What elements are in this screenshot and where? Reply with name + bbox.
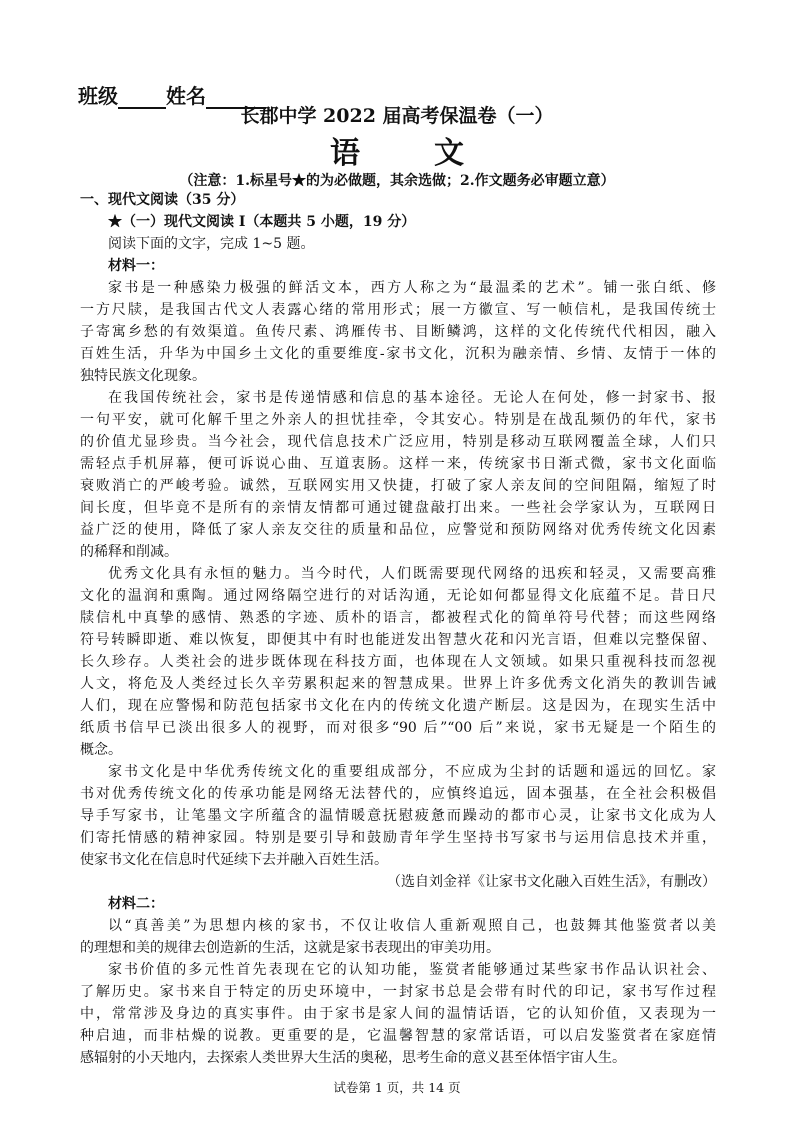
paragraph-line: 百姓生活，升华为中国乡土文化的重要维度-家书文化，沉积为融亲情、乡情、友情于一体的 (80, 346, 716, 362)
material-1-label: 材料一： (108, 258, 164, 274)
paragraph-line: 家书价值的多元性首先表现在它的认知功能，鉴赏者能够通过某些家书作品认识社会、 (108, 962, 716, 978)
paragraph-line: 子寄寓乡愁的有效渠道。鱼传尺素、鸿雁传书、目断鳞鸿，这样的文化传统代代相因，融入 (80, 324, 716, 340)
paragraph-line: 的稀释和削减。 (80, 544, 178, 560)
paragraph-line: 在我国传统社会，家书是传递情感和信息的基本途径。无论人在何处，修一封家书、报 (108, 390, 716, 406)
paragraph-line: 家书文化是中华优秀传统文化的重要组成部分，不应成为尘封的话题和遥远的回忆。家 (108, 764, 716, 780)
subject-title: 语 文 (330, 136, 486, 171)
paragraph-line: 概念。 (80, 742, 122, 758)
exam-notice: （注意：1.标星号★的为必做题，其余选做；2.作文题务必审题立意） (179, 173, 615, 189)
paragraph-line: 家书是一种感染力极强的鲜活文本，西方人称之为“最温柔的艺术”。铺一张白纸、修 (108, 280, 716, 296)
paragraph-line: 了解历史。家书来自于特定的历史环境中，一封家书总是会带有时代的印记，家书写作过程 (80, 984, 716, 1000)
paragraph-line: 间长度，但毕竟不是所有的亲情友情都可通过键盘敲打出来。一些社会学家认为，互联网日 (80, 500, 716, 516)
exam-title: 长郡中学 2022 届高考保温卷（一） (240, 105, 554, 127)
paragraph-line: 符号转瞬即逝、难以恢复，即便其中有时也能迸发出智慧火花和闪光言语，但难以完整保留、 (80, 632, 716, 648)
paragraph-line: 需轻点手机屏幕，便可诉说心曲、互道衷肠。这样一来，传统家书日渐式微，家书文化面临 (80, 456, 716, 472)
paragraph-line: 使家书文化在信息时代延续下去并融入百姓生活。 (80, 852, 388, 868)
paragraph-line: 种启迪，而非枯燥的说教。更重要的是，它温馨智慧的家常话语，可以启发鉴赏者在家庭情 (80, 1028, 716, 1044)
material-2-label: 材料二： (108, 896, 164, 912)
name-label: 姓名 (166, 84, 206, 108)
paragraph-line: 纸质书信早已淡出很多人的视野，而对很多“90 后”“00 后”来说，家书无疑是一个陌生的 (80, 720, 716, 736)
paragraph-line: 的价值尤显珍贵。当今社会，现代信息技术广泛应用，特别是移动互联网覆盖全球，人们只 (80, 434, 716, 450)
paragraph-line: 文化的温润和熏陶。通过网络隔空进行的对话沟通，无论如何都显得文化底蕴不足。昔日尺 (80, 588, 716, 604)
paragraph-line: 益广泛的使用，降低了家人亲友交往的质量和品位，应警觉和预防网络对优秀传统文化因素 (80, 522, 716, 538)
paragraph-line: 优秀文化具有永恒的魅力。当今时代，人们既需要现代网络的迅疾和轻灵，又需要高雅 (108, 566, 716, 582)
paragraph-line: 长久珍存。人类社会的进步既体现在科技方面，也体现在人文领域。如果只重视科技而忽视 (80, 654, 716, 670)
paragraph-line: 导手写家书，让笔墨文字所蕴含的温情暖意抚慰疲惫而躁动的都市心灵，让家书文化成为人 (80, 808, 716, 824)
paragraph-line: 衰败消亡的严峻考验。诚然，互联网实用又快捷，打破了家人亲友间的空间阻隔，缩短了时 (80, 478, 716, 494)
source-citation: （选自刘金祥《让家书文化融入百姓生活》，有删改） (387, 874, 716, 890)
paragraph-line: 牍信札中真挚的感情、熟悉的字迹、质朴的语言，都被程式化的简单符号代替；而这些网络 (80, 610, 716, 626)
paragraph-line: 们寄托情感的精神家园。特别是要引导和鼓励青年学生坚持书写家书与运用信息技术并重， (80, 830, 716, 846)
paragraph-line: 的理想和美的规律去创造新的生活，这就是家书表现出的审美功用。 (80, 940, 500, 956)
section-subtitle: ★（一）现代文阅读 I（本题共 5 小题，19 分） (108, 214, 416, 230)
paragraph-line: 人们，现在应警惕和防范包括家书文化在内的传统文化遗产断层。这是因为，在现实生活中 (80, 698, 716, 714)
instruction: 阅读下面的文字，完成 1~5 题。 (108, 236, 315, 252)
paragraph-line: 独特民族文化现象。 (80, 368, 206, 384)
paragraph-line: 感辐射的小天地内，去探索人类世界大生活的奥秘，思考生命的意义甚至体悟宇宙人生。 (80, 1050, 626, 1066)
section-title: 一、现代文阅读（35 分） (80, 192, 245, 208)
class-label: 班级 (78, 84, 118, 108)
paragraph-line: 一句平安，就可化解千里之外亲人的担忧挂牵，令其安心。特别是在战乱频仍的年代，家书 (80, 412, 716, 428)
paragraph-line: 书对优秀传统文化的传承功能是网络无法替代的，应慎终追远，固本强基，在全社会积极倡 (80, 786, 716, 802)
paragraph-line: 一方尺牍，是我国古代文人表露心绪的常用形式；展一方徽宣、写一帧信札，是我国传统士 (80, 302, 716, 318)
paragraph-line: 以“真善美”为思想内核的家书，不仅让收信人重新观照自己，也鼓舞其他鉴赏者以美 (108, 918, 716, 934)
paragraph-line: 中，常常涉及身边的真实事件。由于家书是家人间的温情话语，它的认知价值，又表现为一 (80, 1006, 716, 1022)
page-footer: 试卷第 1 页，共 14 页 (333, 1080, 461, 1095)
paragraph-line: 人文，将危及人类经过长久辛劳累积起来的智慧成果。世界上许多优秀文化消失的教训告诫 (80, 676, 716, 692)
